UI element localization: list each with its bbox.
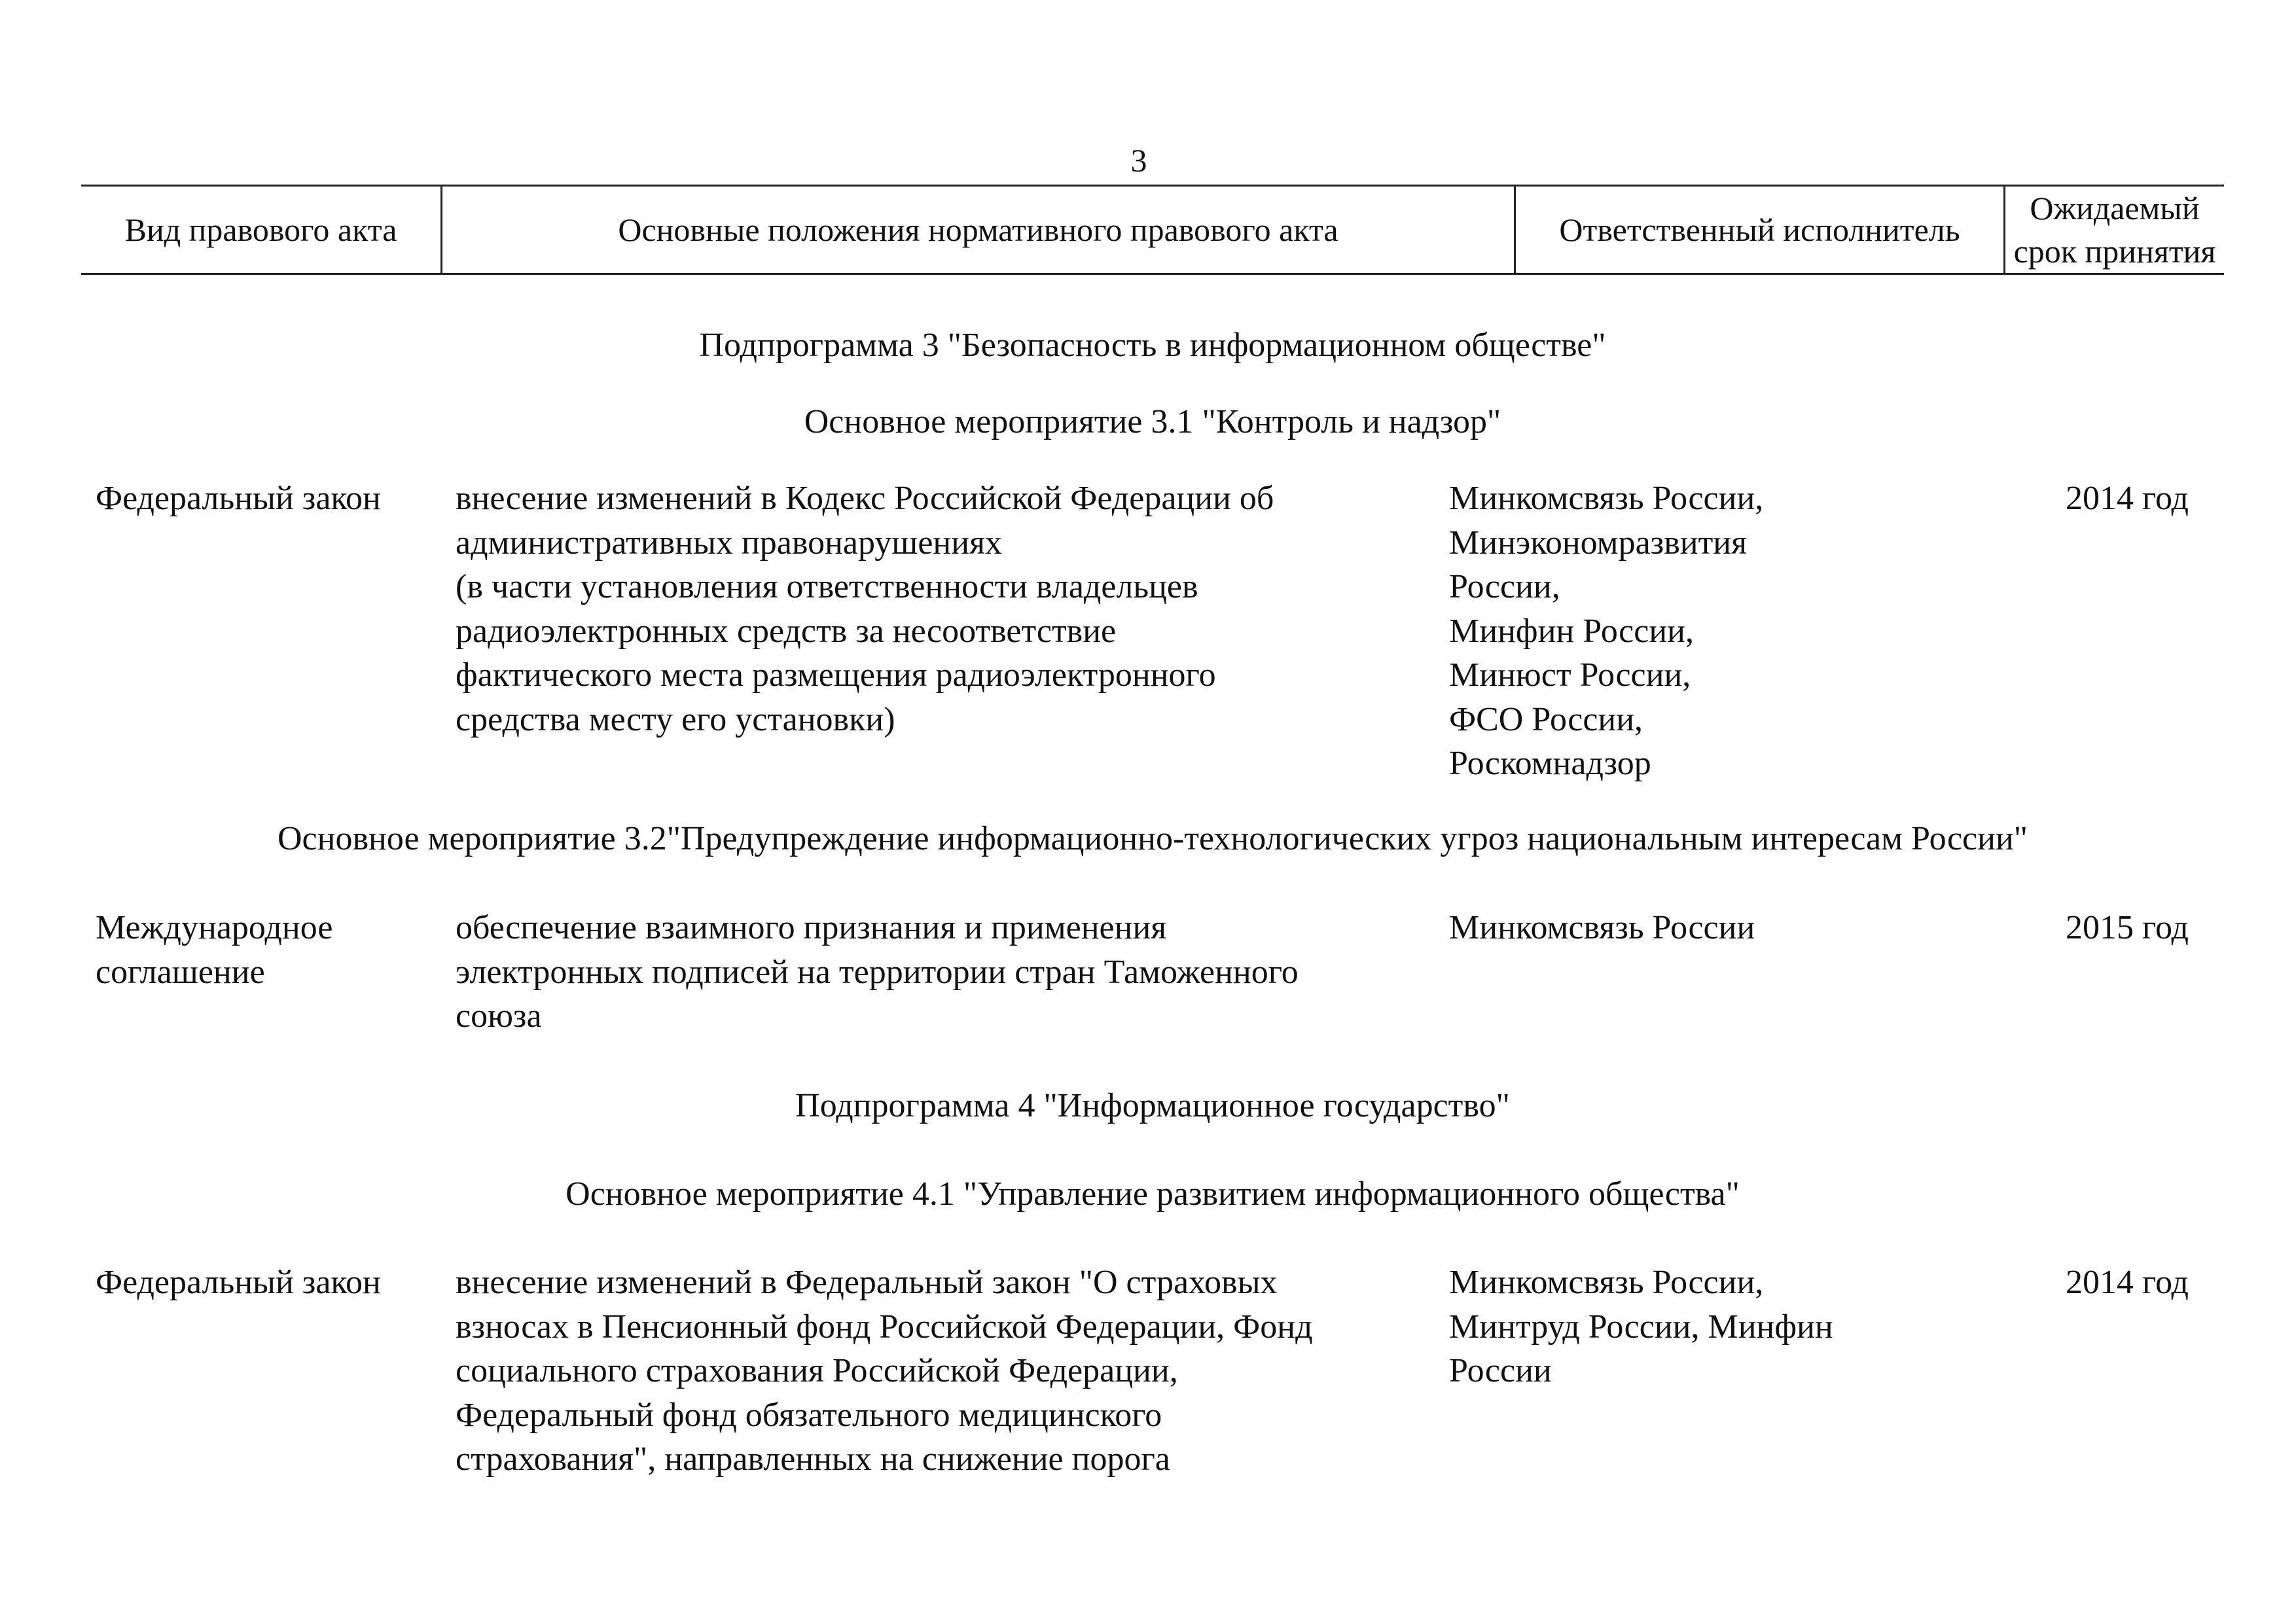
- act-type: Международное соглашение: [96, 909, 333, 991]
- header-col-provisions: Основные положения нормативного правового акта: [442, 187, 1516, 273]
- subprogram-3-heading: Подпрограмма 3 "Безопасность в информационном обществе": [699, 327, 1606, 364]
- act-deadline: 2015 год: [2066, 909, 2189, 946]
- header-col-executor: Ответственный исполнитель: [1516, 187, 2005, 273]
- act-type: Федеральный закон: [96, 480, 381, 517]
- page-number: 3: [1130, 142, 1147, 179]
- table-header: [81, 185, 2224, 275]
- act-type: Федеральный закон: [96, 1264, 381, 1301]
- act-executor: Минкомсвязь России: [1449, 909, 1755, 946]
- measure-3-2-heading: Основное мероприятие 3.2"Предупреждение информационно-технологических угроз национальным интересам России": [277, 820, 2028, 857]
- act-provisions: внесение изменений в Федеральный закон "О страховых взносах в Пенсионный фонд Российской Федерации, Фонд социального страхования Российской Федерации, Федеральный фонд обязательного медицинского страхования", направленных на снижение порога: [456, 1264, 1313, 1478]
- measure-3-1-heading: Основное мероприятие 3.1 "Контроль и надзор": [804, 403, 1501, 440]
- header-col-deadline: Ожидаемый срок принятия: [2013, 190, 2216, 270]
- act-executor: Минкомсвязь России, Минтруд России, Минфин России: [1449, 1264, 1833, 1389]
- act-deadline: 2014 год: [2066, 480, 2189, 517]
- act-provisions: внесение изменений в Кодекс Российской Федерации об административных правонарушениях (в части установления ответственности владельцев радиоэлектронных средств за несоответствие фактического места размещения радиоэлектронного средства месту его установки): [456, 480, 1274, 738]
- act-provisions: обеспечение взаимного признания и применения электронных подписей на территории стран Таможенного союза: [456, 909, 1299, 1035]
- header-col-act-type: Вид правового акта: [81, 187, 442, 273]
- act-executor: Минкомсвязь России, Минэкономразвития России, Минфин России, Минюст России, ФСО России, Роскомнадзор: [1449, 480, 1764, 782]
- subprogram-4-heading: Подпрограмма 4 "Информационное государство": [795, 1087, 1510, 1124]
- measure-4-1-heading: Основное мероприятие 4.1 "Управление развитием информационного общества": [565, 1175, 1740, 1213]
- act-deadline: 2014 год: [2066, 1264, 2189, 1301]
